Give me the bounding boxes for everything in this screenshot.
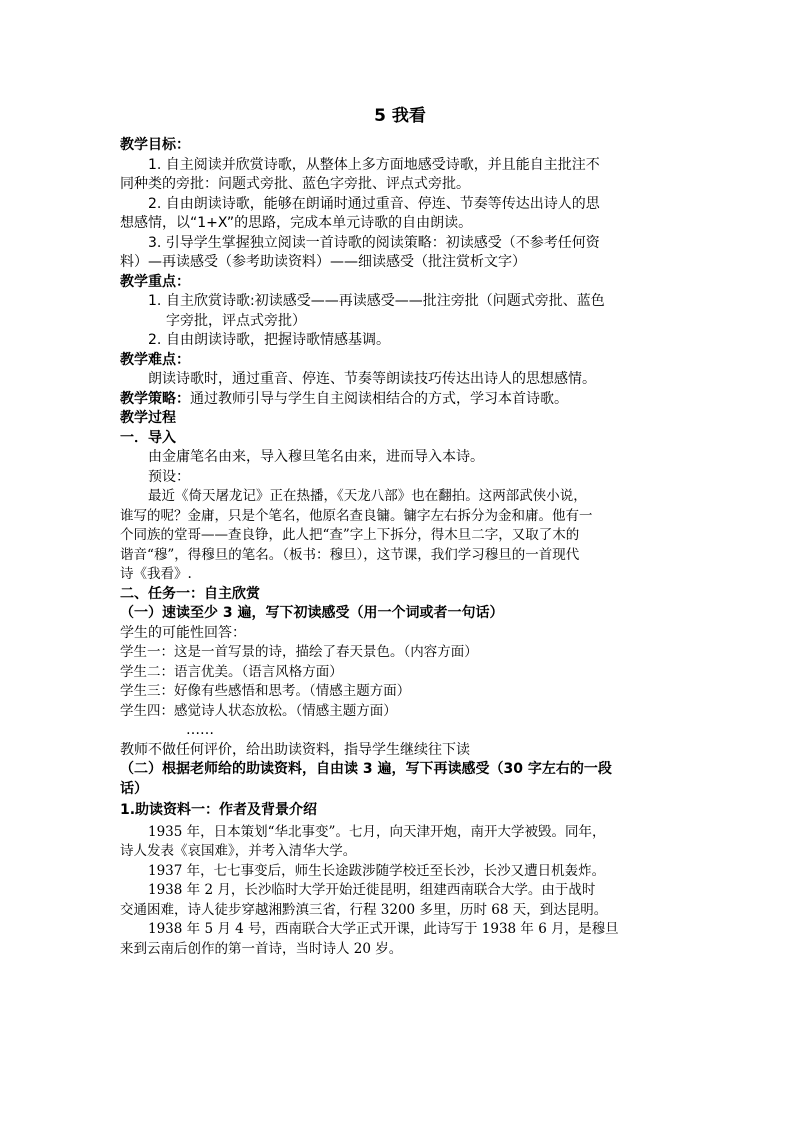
sub2-heading: （二）根据老师给的助读资料，自由读 3 遍，写下再读感受（30 字左右的一段 [120, 761, 612, 777]
focus-item-1 [120, 292, 680, 312]
possible-answers-label: 学生的可能性回答： [120, 624, 246, 641]
material-line: 1937 年，七七事变后，师生长途跋涉随学校迁至长沙，长沙又遭日机轰炸。 [148, 862, 606, 879]
goal-line: 同种类的旁批：问题式旁批、蓝色字旁批、评点式旁批。 [120, 176, 470, 192]
sub1-heading: （一）速读至少 3 遍，写下初读感受（用一个词或者一句话） [120, 605, 504, 621]
goal-line: 3. 引导学生掌握独立阅读一首诗歌的阅读策略：初读感受（不参考任何资 [148, 234, 600, 251]
material-line: 1935 年，日本策划“华北事变”。七月，向天津开炮，南开大学被毁。同年， [148, 823, 606, 840]
material-line: 诗人发表《哀国难》，并考入清华大学。 [120, 843, 357, 859]
focus-item-2-number: 2. [148, 332, 162, 348]
preset-line: 诗《我看》. [120, 566, 192, 582]
goal-line: 2. 自由朗读诗歌，能够在朗诵时通过重音、停连、节奏等传达出诗人的思 [148, 195, 600, 212]
preset-line: 谐音“穆”，得穆旦的笔名。（板书：穆旦），这节课，我们学习穆旦的一首现代 [120, 546, 580, 563]
goal-line: 料）—再读感受（参考助读资料）——细读感受（批注赏析文字） [120, 254, 526, 270]
preset-line: 最近《倚天屠龙记》正在热播，《天龙八部》也在翻拍。这两部武侠小说， [148, 488, 587, 504]
focus-item-1-continued: 字旁批，评点式旁批） [166, 312, 306, 329]
strategy-text: 通过教师引导与学生自主阅读相结合的方式，学习本首诗歌。 [190, 390, 568, 407]
preset-line: 个同族的堂哥——查良铮，此人把“查”字上下拆分，得木旦二字，又取了木的 [120, 527, 580, 543]
material-line: 交通困难，诗人徒步穿越湘黔滇三省，行程 3200 多里，历时 68 天，到达昆明。 [120, 901, 608, 918]
material-line: 1938 年 5 月 4 号，西南联合大学正式开课，此诗写于 1938 年 6 月，是穆旦 [148, 921, 619, 937]
focus-heading: 教学重点： [120, 273, 190, 290]
strategy-heading: 教学策略： [120, 390, 190, 407]
intro-heading: 一．导入 [120, 429, 176, 446]
material-heading: 1.助读资料一：作者及背景介绍 [120, 802, 318, 818]
goal-line: 1. 自主阅读并欣赏诗歌，从整体上多方面地感受诗歌，并且能自主批注不 [148, 156, 600, 173]
focus-item-2 [120, 331, 680, 351]
task1-heading: 二、任务一：自主欣赏 [120, 585, 260, 602]
material-line: 来到云南后创作的第一首诗，当时诗人 20 岁。 [120, 940, 403, 957]
document-page [120, 104, 680, 959]
teacher-note: 教师不做任何评价，给出助读资料，指导学生继续往下读 [120, 741, 470, 758]
strategy-line [120, 390, 680, 410]
ellipsis: …… [186, 722, 214, 738]
student-answer: 学生二：语言优美。（语言风格方面） [120, 663, 343, 680]
material-line: 1938 年 2 月，长沙临时大学开始迁徙昆明，组建西南联合大学。由于战时 [148, 882, 596, 898]
focus-item-1-number: 1. [148, 293, 162, 309]
goals-heading: 教学目标： [120, 137, 190, 153]
goal-line: 想感情，以“1+X”的思路，完成本单元诗歌的自由朗读。 [120, 215, 473, 231]
preset-line: 谁写的呢？金庸，只是个笔名，他原名查良镛。镛字左右拆分为金和庸。他有一 [120, 507, 593, 524]
process-heading: 教学过程 [120, 410, 176, 426]
difficulty-heading: 教学难点： [120, 351, 190, 368]
preset-label: 预设： [148, 468, 190, 485]
focus-item-2-text: 自由朗读诗歌，把握诗歌情感基调。 [166, 332, 390, 348]
intro-text: 由金庸笔名由来，导入穆旦笔名由来，进而导入本诗。 [148, 449, 484, 465]
document-title: 5 我看 [374, 106, 426, 126]
focus-item-1-text: 自主欣赏诗歌:初读感受——再读感受——批注旁批（问题式旁批、蓝色 [166, 293, 605, 309]
sub2-heading-continued: 话） [120, 780, 148, 797]
student-answer: 学生一：这是一首写景的诗，描绘了春天景色。（内容方面） [120, 644, 478, 660]
difficulty-text: 朗读诗歌时，通过重音、停连、节奏等朗读技巧传达出诗人的思想感情。 [148, 371, 596, 387]
student-answer: 学生四：感觉诗人状态放松。（情感主题方面） [120, 702, 397, 719]
student-answer: 学生三：好像有些感悟和思考。（情感主题方面） [120, 683, 411, 699]
